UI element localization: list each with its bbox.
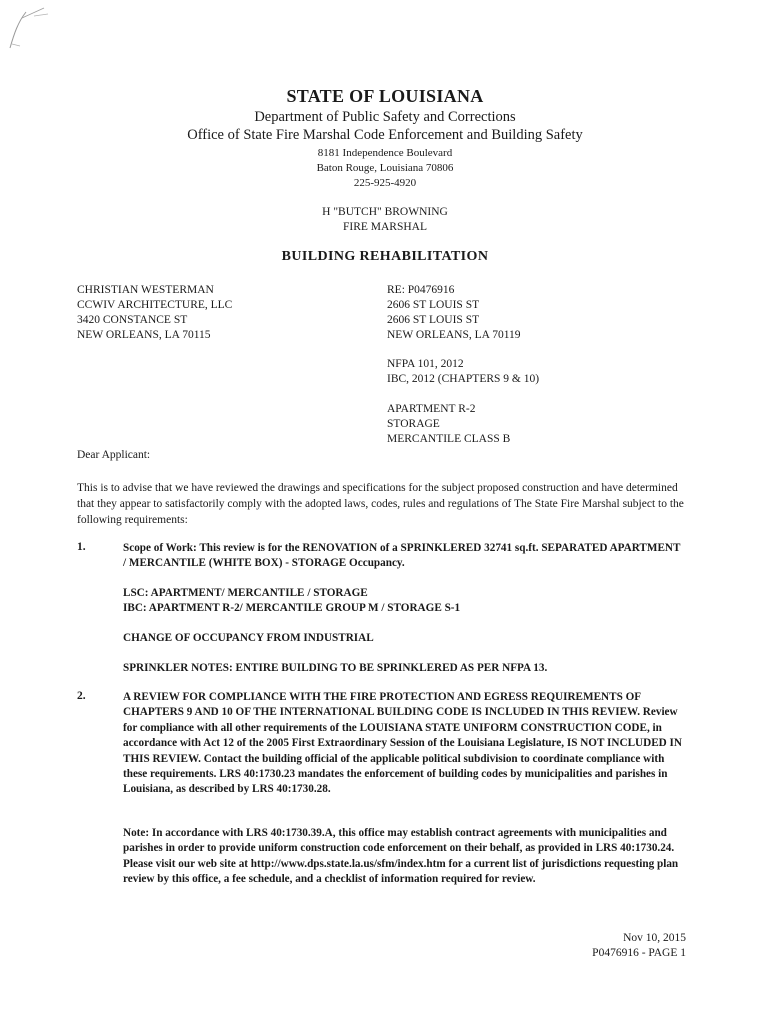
occupancy-line: APARTMENT R-2 (387, 403, 476, 415)
item-number: 2. (77, 690, 86, 702)
code-ibc: IBC, 2012 (CHAPTERS 9 & 10) (387, 373, 540, 385)
item-change-occupancy: CHANGE OF OCCUPANCY FROM INDUSTRIAL (123, 632, 374, 644)
item-note-paragraph: Note: In accordance with LRS 40:1730.39.A, this office may establish contract agreements with municipalities and parishes in order to provide uniform construction code enforcement on their behalf, as provided in LRS 40:1730.24. Please visit our web site at http://www.dps.state.la.us/sfm/index.htm for a current list of jurisdictions requesting plan review by this office, a fee schedule, and a checklist of information required for review. (123, 827, 679, 886)
addressee-company: CCWIV ARCHITECTURE, LLC (77, 299, 233, 311)
item-lsc: LSC: APARTMENT/ MERCANTILE / STORAGE (123, 587, 368, 599)
footer-block (592, 931, 686, 961)
item-scope: Scope of Work: This review is for the RENOVATION of a SPRINKLERED 32741 sq.ft. SEPARATED APARTMENT / MERCANTILE (WHITE BOX) - STORAGE Occupancy. (123, 542, 681, 570)
code-nfpa: NFPA 101, 2012 (387, 358, 464, 370)
fire-marshal-name: H "BUTCH" BROWNING (322, 206, 448, 218)
occupancy-block (387, 402, 510, 447)
reference-line: 2606 ST LOUIS ST (387, 299, 480, 311)
addressee-block (77, 283, 232, 343)
item-number: 1. (77, 541, 86, 553)
codes-block (387, 357, 539, 387)
salutation: Dear Applicant: (77, 449, 151, 461)
reference-block (387, 283, 521, 343)
reference-number: RE: P0476916 (387, 284, 455, 296)
reference-line: NEW ORLEANS, LA 70119 (387, 329, 521, 341)
document-heading: BUILDING REHABILITATION (281, 249, 489, 264)
addressee-name: CHRISTIAN WESTERMAN (77, 284, 214, 296)
fire-marshal-title: FIRE MARSHAL (342, 221, 428, 233)
department-name: Department of Public Safety and Corrections (254, 109, 516, 125)
item-ibc: IBC: APARTMENT R-2/ MERCANTILE GROUP M / STORAGE S-1 (123, 602, 461, 614)
office-city: Baton Rouge, Louisiana 70806 (316, 162, 454, 174)
intro-paragraph: This is to advise that we have reviewed the drawings and specifications for the subject proposed construction and have determined that they appear to satisfactorily comply with the adopted laws, codes, rules and regulations of The State Fire Marshal subject to the following requirements: (77, 482, 684, 526)
item-sprinkler-notes: SPRINKLER NOTES: ENTIRE BUILDING TO BE SPRINKLERED AS PER NFPA 13. (123, 662, 548, 674)
page-number: P0476916 - PAGE 1 (592, 947, 686, 959)
pen-mark-icon (4, 4, 64, 56)
state-title: STATE OF LOUISIANA (286, 86, 484, 106)
letter-date: Nov 10, 2015 (623, 932, 686, 944)
office-phone: 225-925-4920 (353, 177, 417, 189)
addressee-street: 3420 CONSTANCE ST (77, 314, 188, 326)
occupancy-line: MERCANTILE CLASS B (387, 433, 511, 445)
office-street: 8181 Independence Boulevard (317, 147, 453, 159)
item-review-paragraph: A REVIEW FOR COMPLIANCE WITH THE FIRE PROTECTION AND EGRESS REQUIREMENTS OF CHAPTERS 9 AND 10 OF THE INTERNATIONAL BUILDING CODE IS INCLUDED IN THIS REVIEW. Review for compliance with all other requirements of the LOUISIANA STATE UNIFORM CONSTRUCTION CODE, in accordance with Act 12 of the 2005 First Extraordinary Session of the Louisiana Legislature, IS NOT INCLUDED IN THIS REVIEW. Contact the building official of the applicable political subdivision to coordinate compliance with these requirements. LRS 40:1730.23 mandates the enforcement of building codes by municipalities and parishes in Louisiana, as described by LRS 40:1730.28. (123, 691, 682, 796)
reference-line: 2606 ST LOUIS ST (387, 314, 480, 326)
addressee-city: NEW ORLEANS, LA 70115 (77, 329, 211, 341)
occupancy-line: STORAGE (387, 418, 440, 430)
office-name: Office of State Fire Marshal Code Enforcement and Building Safety (187, 127, 583, 143)
